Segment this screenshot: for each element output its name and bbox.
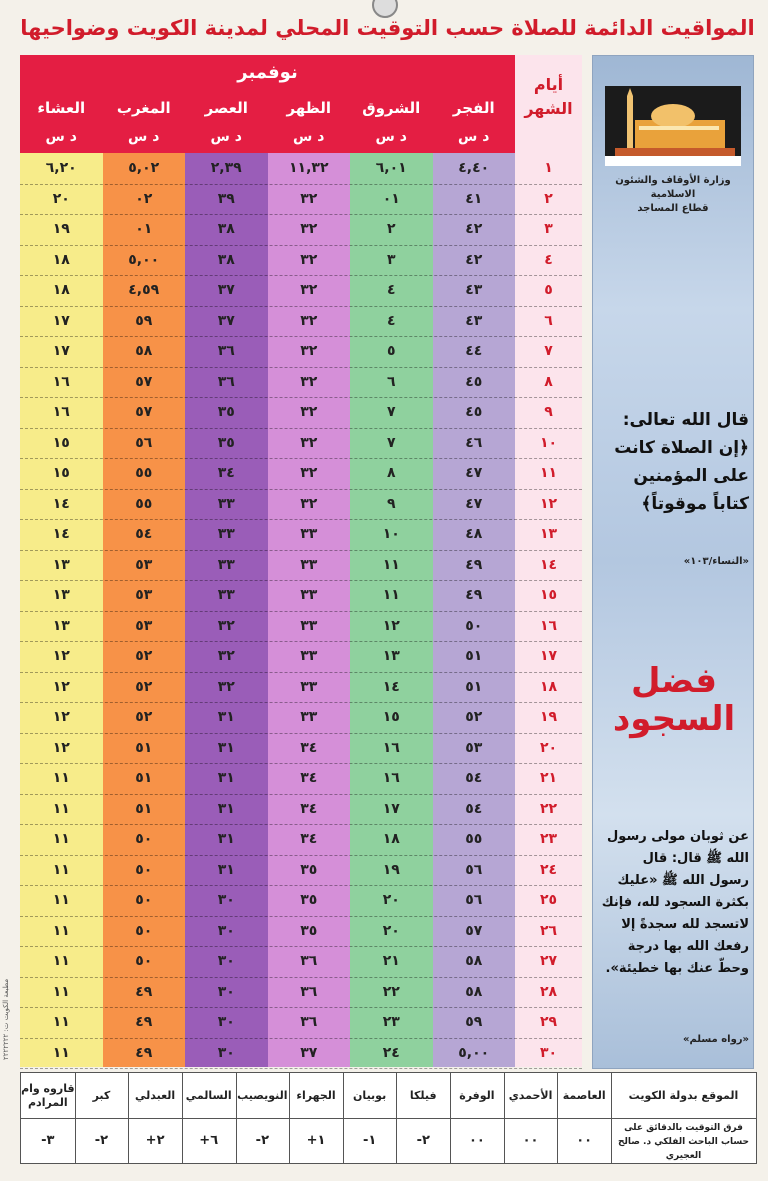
location-name: قاروه وام المرادم bbox=[21, 1082, 75, 1109]
time-asr: ٣٠ bbox=[217, 1044, 235, 1061]
time-shurooq: ٧ bbox=[386, 404, 396, 420]
location-name: فيلكا bbox=[409, 1089, 437, 1102]
time-shurooq: ٢٢ bbox=[382, 983, 400, 1000]
time-isha: ١٦ bbox=[52, 404, 70, 420]
time-asr: ٣٢ bbox=[217, 617, 235, 634]
time-shurooq: ٩ bbox=[386, 495, 396, 512]
time-maghrib: ٥٧ bbox=[135, 373, 153, 390]
day-number: ٢٠ bbox=[539, 739, 558, 756]
section-heading: فضل السجود bbox=[612, 661, 736, 739]
hadith-reference: «رواه مسلم» bbox=[683, 1034, 749, 1045]
time-asr: ٣٣ bbox=[217, 526, 235, 542]
quran-reference: «النساء/١٠٣» bbox=[683, 556, 749, 567]
day-header-line1: أيام bbox=[533, 75, 564, 94]
location-name: الأحمدي bbox=[508, 1089, 553, 1102]
time-fajr: ٥٦ bbox=[465, 861, 483, 878]
time-dhuhr: ٣٣ bbox=[300, 617, 318, 634]
time-fajr: ٥٧ bbox=[465, 922, 483, 939]
time-dhuhr: ٣٢ bbox=[300, 312, 318, 329]
column-divider bbox=[75, 1073, 76, 1163]
time-dhuhr: ٣٤ bbox=[300, 800, 318, 817]
quran-verse bbox=[599, 406, 749, 518]
time-shurooq: ٦ bbox=[386, 373, 396, 390]
time-isha: ١٨ bbox=[52, 251, 70, 268]
time-asr: ٣٢ bbox=[217, 648, 235, 664]
time-fajr: ٤٧ bbox=[465, 495, 483, 512]
time-shurooq: ١١ bbox=[382, 556, 400, 573]
time-difference: ١- bbox=[362, 1133, 377, 1148]
time-difference: ٣- bbox=[41, 1133, 55, 1148]
prayer-times-table bbox=[20, 55, 582, 1067]
day-number: ١ bbox=[544, 160, 553, 176]
location-name: السالمي bbox=[185, 1089, 232, 1102]
location-name: العبدلي bbox=[134, 1089, 176, 1102]
day-header-line2: الشهر bbox=[524, 99, 573, 118]
time-fajr: ٥٠ bbox=[465, 617, 483, 634]
time-difference: ٦+ bbox=[199, 1133, 219, 1148]
time-shurooq: ١٦ bbox=[382, 770, 400, 786]
day-number: ١٧ bbox=[539, 648, 558, 664]
time-shurooq: ١٠ bbox=[382, 526, 400, 542]
day-number: ٩ bbox=[544, 404, 553, 420]
time-shurooq: ٢١ bbox=[382, 953, 400, 969]
day-number: ١١ bbox=[539, 465, 558, 481]
time-difference: ٠٠ bbox=[522, 1133, 539, 1148]
time-shurooq: ٢ bbox=[386, 221, 396, 237]
time-fajr: ٤٥ bbox=[465, 373, 483, 390]
time-shurooq: ١٦ bbox=[382, 739, 400, 756]
time-shurooq: ١٤ bbox=[382, 678, 400, 695]
time-maghrib: ٥٢ bbox=[135, 709, 153, 725]
day-number: ١٠ bbox=[539, 434, 558, 451]
time-dhuhr: ٣٣ bbox=[300, 709, 318, 725]
time-maghrib: ٥١ bbox=[135, 770, 153, 786]
time-maghrib: ٥,٠٢ bbox=[128, 160, 160, 176]
time-difference: ٠٠ bbox=[576, 1133, 593, 1148]
column-divider bbox=[182, 1073, 183, 1163]
time-shurooq: ٢٠ bbox=[382, 892, 400, 908]
time-isha: ٦,٢٠ bbox=[45, 160, 77, 176]
time-maghrib: ٥,٠٠ bbox=[128, 251, 160, 268]
day-number: ١٣ bbox=[539, 526, 558, 542]
day-number: ٢٩ bbox=[539, 1014, 558, 1030]
time-asr: ٣١ bbox=[217, 800, 235, 817]
time-fajr: ٥٨ bbox=[465, 983, 483, 1000]
time-maghrib: ٠٢ bbox=[135, 190, 153, 207]
time-difference: ٢+ bbox=[145, 1133, 165, 1148]
column-divider bbox=[128, 1073, 129, 1163]
day-number: ٢ bbox=[544, 190, 553, 207]
day-number: ٣ bbox=[544, 221, 553, 237]
time-maghrib: ٥٥ bbox=[135, 495, 153, 512]
time-dhuhr: ٣٣ bbox=[300, 678, 318, 695]
time-isha: ١١ bbox=[52, 983, 70, 1000]
time-shurooq: ١٩ bbox=[382, 861, 400, 878]
time-shurooq: ٤ bbox=[386, 312, 396, 329]
location-name: العاصمة bbox=[562, 1089, 606, 1102]
time-maghrib: ٥٣ bbox=[135, 617, 153, 634]
location-name: كبر bbox=[92, 1089, 111, 1102]
time-maghrib: ٥٩ bbox=[135, 312, 153, 329]
time-isha: ٢٠ bbox=[52, 190, 70, 207]
column-divider bbox=[450, 1073, 451, 1163]
time-shurooq: ١٨ bbox=[382, 831, 400, 847]
day-number: ٢٥ bbox=[539, 892, 558, 908]
time-maghrib: ٥١ bbox=[135, 800, 153, 817]
column-divider bbox=[396, 1073, 397, 1163]
column-divider bbox=[504, 1073, 505, 1163]
time-asr: ٣٦ bbox=[217, 373, 235, 390]
printer-note: مطبعة الكويت ت: ٢٢٢٢٢٢٢ bbox=[2, 978, 10, 1060]
header-asr: العصر bbox=[204, 99, 248, 117]
header-fajr: الفجر bbox=[452, 99, 495, 117]
time-maghrib: ٥٧ bbox=[135, 404, 153, 420]
ministry-name bbox=[597, 174, 749, 216]
time-shurooq: ١٣ bbox=[382, 648, 400, 664]
time-maghrib: ٥٠ bbox=[135, 892, 153, 908]
time-isha: ١٢ bbox=[52, 739, 70, 756]
time-asr: ٣٣ bbox=[217, 495, 235, 512]
time-maghrib: ٥٢ bbox=[135, 678, 153, 695]
time-maghrib: ٥٠ bbox=[135, 831, 153, 847]
header-isha: العشاء bbox=[37, 99, 86, 117]
header-maghrib: المغرب bbox=[116, 99, 171, 117]
time-shurooq: ١٧ bbox=[382, 800, 400, 817]
time-asr: ٣٨ bbox=[217, 251, 235, 268]
time-isha: ١٣ bbox=[52, 587, 70, 603]
day-number: ١٥ bbox=[539, 587, 558, 603]
time-fajr: ٤,٤٠ bbox=[458, 160, 490, 176]
time-dhuhr: ٣٢ bbox=[300, 434, 318, 451]
time-dhuhr: ٣٣ bbox=[300, 587, 318, 603]
time-fajr: ٥٢ bbox=[465, 709, 483, 725]
time-maghrib: ٥٣ bbox=[135, 587, 153, 603]
time-asr: ٣١ bbox=[217, 831, 235, 847]
time-difference: ٠٠ bbox=[468, 1133, 485, 1148]
time-maghrib: ٤٩ bbox=[135, 1044, 153, 1061]
time-maghrib: ٥٤ bbox=[135, 526, 153, 542]
time-fajr: ٥١ bbox=[465, 678, 483, 695]
time-shurooq: ١١ bbox=[382, 587, 400, 603]
time-isha: ١١ bbox=[52, 1014, 70, 1030]
day-number: ٥ bbox=[544, 282, 553, 298]
time-dhuhr: ٣٧ bbox=[300, 1044, 318, 1061]
page-title: المواقيت الدائمة للصلاة حسب التوقيت المحلي لمدينة الكويت وضواحيها bbox=[20, 16, 755, 40]
ministry-line1: وزارة الأوقاف والشئون الاسلامية bbox=[615, 175, 731, 200]
time-shurooq: ٨ bbox=[386, 465, 396, 481]
time-asr: ٣٣ bbox=[217, 556, 235, 573]
time-shurooq: ١٢ bbox=[382, 617, 400, 634]
side-panel bbox=[592, 55, 754, 1069]
time-dhuhr: ٣٤ bbox=[300, 739, 318, 756]
time-dhuhr: ٣٦ bbox=[300, 953, 318, 969]
time-shurooq: ٦,٠١ bbox=[375, 160, 407, 176]
time-asr: ٢,٣٩ bbox=[210, 160, 242, 176]
time-dhuhr: ٣٢ bbox=[300, 495, 318, 512]
diff-label: فرق التوقيت بالدقائق على حساب الباحث الفلكي د. صالح العجيري bbox=[617, 1123, 750, 1161]
time-maghrib: ٥٣ bbox=[135, 556, 153, 573]
ministry-line2: قطاع المساجد bbox=[637, 203, 709, 214]
time-isha: ١٤ bbox=[52, 526, 70, 542]
time-fajr: ٥٥ bbox=[465, 831, 483, 847]
time-maghrib: ٥٦ bbox=[135, 434, 153, 451]
time-isha: ١١ bbox=[52, 800, 70, 817]
time-maghrib: ٠١ bbox=[135, 221, 153, 237]
time-dhuhr: ٣٣ bbox=[300, 648, 318, 664]
time-dhuhr: ٣٣ bbox=[300, 526, 318, 542]
time-fajr: ٤٩ bbox=[465, 587, 483, 603]
time-fajr: ٤١ bbox=[465, 190, 483, 207]
time-shurooq: ٢٣ bbox=[382, 1014, 400, 1030]
time-asr: ٣٦ bbox=[217, 343, 235, 359]
time-fajr: ٤٩ bbox=[465, 556, 483, 573]
time-asr: ٣٠ bbox=[217, 922, 235, 939]
time-maghrib: ٤,٥٩ bbox=[128, 282, 160, 298]
time-asr: ٣٨ bbox=[217, 221, 235, 237]
time-shurooq: ٧ bbox=[386, 434, 396, 451]
day-number: ٢١ bbox=[539, 770, 558, 786]
time-fajr: ٥,٠٠ bbox=[458, 1044, 490, 1061]
time-asr: ٣٢ bbox=[217, 678, 235, 695]
time-maghrib: ٤٩ bbox=[135, 983, 153, 1000]
time-asr: ٣٠ bbox=[217, 1014, 235, 1030]
time-difference: ١+ bbox=[306, 1133, 326, 1148]
day-number: ٣٠ bbox=[539, 1044, 558, 1061]
column-divider bbox=[236, 1073, 237, 1163]
time-asr: ٣١ bbox=[217, 739, 235, 756]
day-number: ١٩ bbox=[539, 709, 558, 725]
time-shurooq: ٢٤ bbox=[382, 1044, 400, 1061]
header-dhuhr: الظهر bbox=[286, 99, 332, 117]
time-fajr: ٤٣ bbox=[465, 312, 483, 329]
time-isha: ١٦ bbox=[52, 373, 70, 390]
time-fajr: ٥٣ bbox=[465, 739, 483, 756]
time-maghrib: ٥٨ bbox=[135, 343, 153, 359]
time-maghrib: ٥٠ bbox=[135, 922, 153, 939]
time-shurooq: ١٥ bbox=[382, 709, 400, 725]
time-dhuhr: ٣٢ bbox=[300, 404, 318, 420]
time-isha: ١٣ bbox=[52, 617, 70, 634]
time-isha: ١٧ bbox=[52, 343, 70, 359]
time-asr: ٣٤ bbox=[217, 465, 235, 481]
time-shurooq: ٤ bbox=[386, 282, 396, 298]
time-dhuhr: ٣٦ bbox=[300, 983, 318, 1000]
time-dhuhr: ٣٥ bbox=[300, 861, 318, 878]
time-asr: ٣٠ bbox=[217, 953, 235, 969]
time-isha: ١٩ bbox=[52, 221, 70, 237]
quran-intro: قال الله تعالى: bbox=[622, 410, 749, 430]
time-isha: ١١ bbox=[52, 953, 70, 969]
day-number: ٢٨ bbox=[539, 983, 558, 1000]
time-isha: ١٤ bbox=[52, 495, 70, 512]
time-fajr: ٤٨ bbox=[465, 526, 483, 542]
day-number: ٢٤ bbox=[539, 861, 558, 878]
time-difference: ٢- bbox=[416, 1133, 430, 1148]
day-number: ٢٢ bbox=[539, 800, 558, 817]
time-dhuhr: ٣٢ bbox=[300, 373, 318, 390]
time-asr: ٣٠ bbox=[217, 983, 235, 1000]
time-fajr: ٥٨ bbox=[465, 953, 483, 969]
time-fajr: ٥١ bbox=[465, 648, 483, 664]
time-shurooq: ٥ bbox=[386, 343, 396, 359]
column-divider bbox=[611, 1073, 612, 1163]
bottom-divider bbox=[21, 1118, 756, 1119]
location-name: بوبيان bbox=[353, 1089, 387, 1102]
unit-dhuhr: د س bbox=[293, 129, 325, 145]
unit-shurooq: د س bbox=[375, 129, 407, 145]
day-number: ٨ bbox=[544, 373, 553, 390]
time-dhuhr: ٣٣ bbox=[300, 556, 318, 573]
day-number: ٢٦ bbox=[539, 922, 558, 939]
day-number: ٢٧ bbox=[539, 953, 558, 969]
time-asr: ٣١ bbox=[217, 861, 235, 878]
time-isha: ١١ bbox=[52, 831, 70, 847]
time-dhuhr: ٣٢ bbox=[300, 282, 318, 298]
day-number: ١٢ bbox=[539, 495, 558, 512]
column-divider bbox=[557, 1073, 558, 1163]
time-asr: ٣١ bbox=[217, 709, 235, 725]
location-name: النويصيب bbox=[237, 1089, 288, 1102]
day-number: ١٤ bbox=[539, 556, 558, 573]
time-asr: ٣٠ bbox=[217, 892, 235, 908]
hadith-text: عن ثوبان مولى رسول الله ﷺ قال: قال رسول الله ﷺ «عليك بكثرة السجود لله، فإنك لاتسجد لله سجدةً إلا رفعك الله بها درجة وحطّ عنك بها خطيئة». bbox=[601, 829, 749, 976]
time-isha: ١٧ bbox=[52, 312, 70, 329]
time-asr: ٣٧ bbox=[217, 282, 235, 298]
quran-text: ﴿إن الصلاة كانت على المؤمنين كتاباً موقوتاً﴾ bbox=[614, 438, 749, 514]
time-dhuhr: ٣٢ bbox=[300, 251, 318, 268]
time-isha: ١٥ bbox=[52, 465, 70, 481]
time-isha: ١٣ bbox=[52, 556, 70, 573]
location-label: الموقع بدولة الكويت bbox=[628, 1089, 739, 1102]
time-isha: ١٨ bbox=[52, 282, 70, 298]
time-asr: ٣٥ bbox=[217, 404, 235, 420]
mosque-logo-icon bbox=[605, 86, 741, 166]
time-fajr: ٤٢ bbox=[465, 251, 483, 268]
time-asr: ٣١ bbox=[217, 770, 235, 786]
time-fajr: ٥٩ bbox=[465, 1014, 483, 1030]
time-asr: ٣٥ bbox=[217, 434, 235, 451]
time-shurooq: ٢٠ bbox=[382, 922, 400, 939]
month-label: نوفمبر bbox=[237, 62, 298, 83]
day-number: ١٨ bbox=[539, 678, 558, 695]
time-difference: ٢- bbox=[255, 1133, 270, 1148]
time-isha: ١٢ bbox=[52, 709, 70, 725]
time-isha: ١١ bbox=[52, 770, 70, 786]
time-fajr: ٤٣ bbox=[465, 282, 483, 298]
day-number: ٢٣ bbox=[539, 831, 558, 847]
column-divider bbox=[289, 1073, 290, 1163]
time-asr: ٣٧ bbox=[217, 312, 235, 329]
time-isha: ١٢ bbox=[52, 648, 70, 664]
time-fajr: ٥٦ bbox=[465, 892, 483, 908]
time-dhuhr: ٣٢ bbox=[300, 221, 318, 237]
unit-isha: د س bbox=[45, 129, 77, 145]
time-isha: ١١ bbox=[52, 861, 70, 878]
time-maghrib: ٥١ bbox=[135, 739, 153, 756]
time-fajr: ٥٤ bbox=[465, 800, 483, 817]
unit-asr: د س bbox=[210, 129, 242, 145]
day-number: ١٦ bbox=[539, 617, 558, 634]
time-fajr: ٤٥ bbox=[465, 404, 483, 420]
time-fajr: ٥٤ bbox=[465, 770, 483, 786]
time-dhuhr: ٣٤ bbox=[300, 831, 318, 847]
day-number: ٦ bbox=[544, 312, 553, 329]
time-isha: ١٢ bbox=[52, 678, 70, 695]
time-shurooq: ٠١ bbox=[382, 190, 400, 207]
time-maghrib: ٥٢ bbox=[135, 648, 153, 664]
time-maghrib: ٤٩ bbox=[135, 1014, 153, 1030]
time-maghrib: ٥٥ bbox=[135, 465, 153, 481]
day-number: ٧ bbox=[544, 343, 553, 359]
time-dhuhr: ٣٥ bbox=[300, 892, 318, 908]
time-dhuhr: ٣٢ bbox=[300, 465, 318, 481]
time-asr: ٣٩ bbox=[217, 190, 235, 207]
time-dhuhr: ٣٢ bbox=[300, 343, 318, 359]
time-asr: ٣٣ bbox=[217, 587, 235, 603]
time-dhuhr: ٣٥ bbox=[300, 922, 318, 939]
location-name: الجهراء bbox=[296, 1089, 336, 1102]
time-shurooq: ٣ bbox=[386, 251, 396, 268]
time-maghrib: ٥٠ bbox=[135, 861, 153, 878]
time-dhuhr: ٣٦ bbox=[300, 1014, 318, 1030]
time-fajr: ٤٢ bbox=[465, 221, 483, 237]
time-isha: ١١ bbox=[52, 892, 70, 908]
time-dhuhr: ١١,٣٢ bbox=[289, 160, 329, 176]
time-isha: ١١ bbox=[52, 922, 70, 939]
time-dhuhr: ٣٤ bbox=[300, 770, 318, 786]
column-divider bbox=[343, 1073, 344, 1163]
day-header bbox=[515, 73, 582, 121]
unit-fajr: د س bbox=[458, 129, 490, 145]
location-diff-table bbox=[20, 1072, 757, 1164]
time-fajr: ٤٧ bbox=[465, 465, 483, 481]
unit-maghrib: د س bbox=[128, 129, 160, 145]
header-shurooq: الشروق bbox=[362, 99, 421, 117]
row-divider bbox=[20, 1068, 582, 1069]
time-isha: ١٥ bbox=[52, 434, 70, 451]
time-difference: ٢- bbox=[94, 1133, 109, 1148]
time-dhuhr: ٣٢ bbox=[300, 190, 318, 207]
time-isha: ١١ bbox=[52, 1044, 70, 1061]
time-maghrib: ٥٠ bbox=[135, 953, 153, 969]
location-name: الوفرة bbox=[459, 1089, 495, 1102]
time-fajr: ٤٦ bbox=[465, 434, 483, 451]
day-number: ٤ bbox=[544, 251, 553, 268]
time-fajr: ٤٤ bbox=[465, 343, 483, 359]
